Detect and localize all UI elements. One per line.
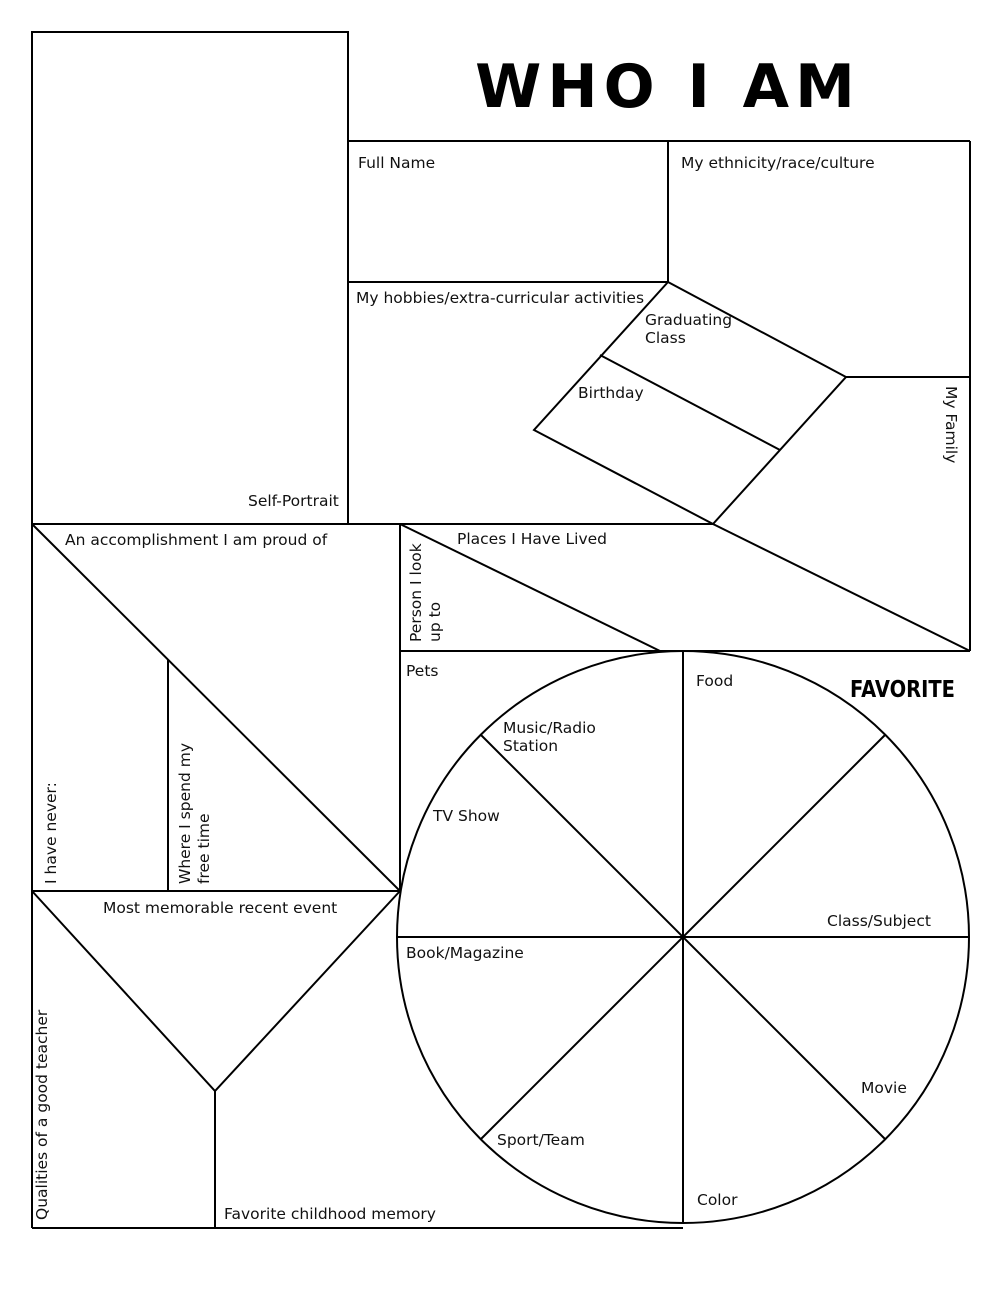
middle-band-lines [32, 524, 970, 1228]
fav-sport-team-label: Sport/Team [497, 1131, 585, 1149]
graduating-class-label: Graduating [645, 311, 733, 329]
free-time-label: Where I spend my [176, 743, 194, 884]
birthday-label: Birthday [578, 384, 644, 402]
fav-music-label: Music/Radio [503, 719, 596, 737]
memorable-event-label: Most memorable recent event [103, 899, 338, 917]
childhood-memory-label: Favorite childhood memory [224, 1205, 436, 1223]
accomplishment-label: An accomplishment I am proud of [65, 531, 328, 549]
fav-food-label: Food [696, 672, 734, 690]
fav-book-magazine-label: Book/Magazine [406, 944, 524, 962]
qualities-teacher-label: Qualities of a good teacher [33, 1009, 51, 1220]
person-look-up-label: Person I look [407, 543, 425, 642]
fav-color-label: Color [697, 1191, 738, 1209]
free-time-label-2: free time [195, 813, 213, 884]
self-portrait-label: Self-Portrait [248, 492, 339, 510]
person-look-up-label-2: up to [426, 601, 444, 642]
hobbies-label: My hobbies/extra-curricular activities [356, 289, 645, 307]
pets-label: Pets [406, 662, 439, 680]
favorite-heading: FAVORITE [850, 677, 955, 703]
page-title: WHO I AM [475, 52, 861, 122]
places-lived-label: Places I Have Lived [457, 530, 607, 548]
my-family-label: My Family [942, 386, 960, 464]
self-portrait-box[interactable] [32, 32, 348, 524]
graduating-class-label-2: Class [645, 329, 686, 347]
ethnicity-label: My ethnicity/race/culture [681, 154, 875, 172]
fav-music-label-2: Station [503, 737, 559, 755]
full-name-label: Full Name [358, 154, 436, 172]
fav-class-subject-label: Class/Subject [827, 912, 931, 930]
fav-movie-label: Movie [861, 1079, 907, 1097]
fav-tv-show-label: TV Show [433, 807, 500, 825]
favorites-circle [397, 651, 969, 1223]
i-have-never-label: I have never: [42, 782, 60, 884]
bottom-left-lines [32, 891, 683, 1228]
graduating-birthday-shape [534, 282, 970, 524]
